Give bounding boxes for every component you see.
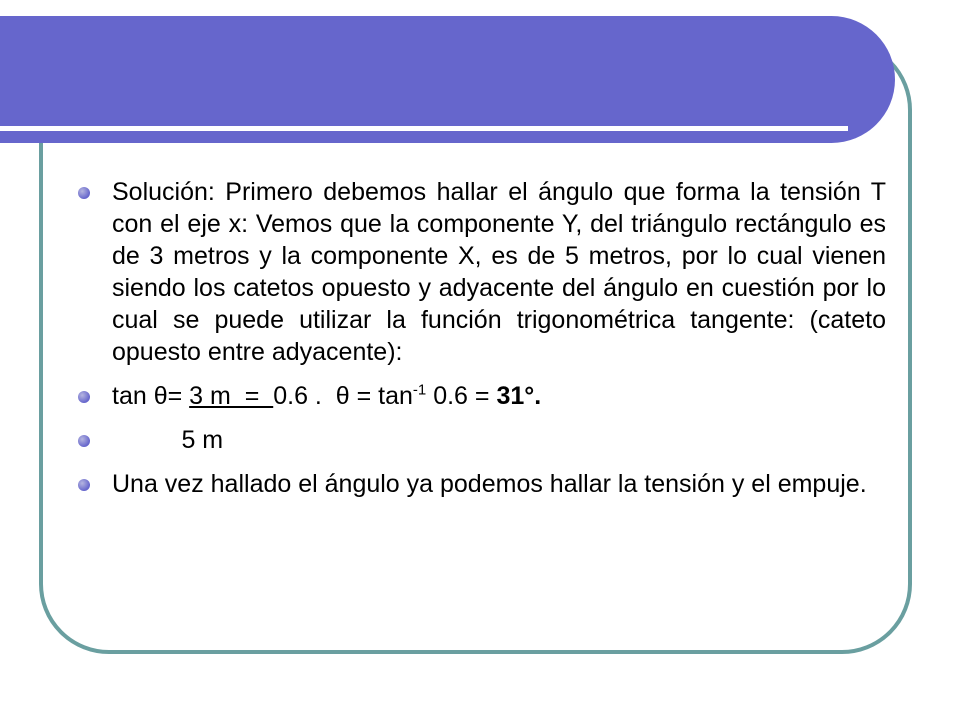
bullet-icon	[78, 479, 90, 491]
formula-result: 31°.	[496, 382, 542, 410]
formula-prefix: tan θ=	[112, 382, 190, 410]
title-banner	[0, 16, 895, 143]
formula-denominator: 5 m	[112, 426, 224, 454]
bullet-icon	[78, 435, 90, 447]
bullet-solution	[72, 176, 886, 368]
bullet-formula	[72, 380, 886, 412]
formula-suffix: 0.6 =	[426, 382, 497, 410]
bullet-icon	[78, 187, 90, 199]
solution-text: Solución: Primero debemos hallar el ángulo que forma la tensión T con el eje x: Vemos que la componente Y, del triángulo rectángulo es de 3 metros y la componente X, es de 5 metros, por lo cual vienen siendo los catetos opuesto y adyacente del ángulo en cuestión por lo cual se puede utilizar la función trigonométrica tangente: (cateto opuesto entre adyacente):	[112, 178, 886, 366]
formula-middle: 0.6 . θ = tan	[273, 382, 413, 410]
conclusion-text: Una vez hallado el ángulo ya podemos hallar la tensión y el empuje.	[112, 470, 867, 498]
slide-content	[72, 176, 886, 500]
formula-exponent: -1	[412, 381, 427, 399]
bullet-conclusion	[72, 468, 886, 500]
formula-numerator: 3 m =	[189, 382, 274, 410]
banner-divider	[0, 126, 848, 131]
bullet-denominator	[72, 424, 886, 456]
bullet-icon	[78, 391, 90, 403]
